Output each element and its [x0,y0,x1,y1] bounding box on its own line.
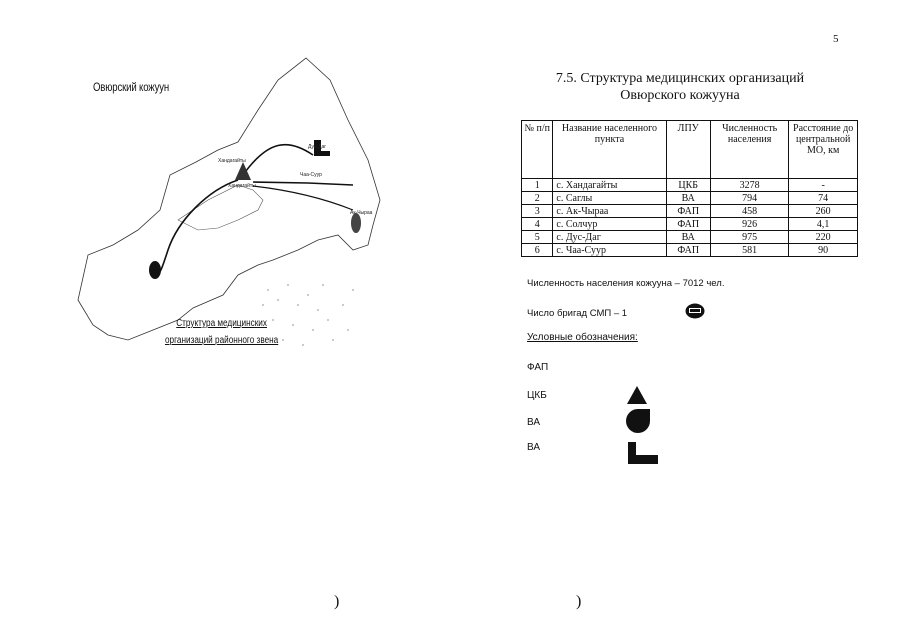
cell-num: 2 [522,192,553,205]
table-row [522,231,858,244]
route-north [243,145,313,175]
cell-name: с. Дус-Даг [553,231,666,244]
route-southeast [253,186,353,210]
map-label-hub-a: Хандагайты [218,158,246,164]
legend-title: Условные обозначения: [527,332,638,343]
legend-item-va-circle: ВА [527,417,541,428]
cell-distance: 220 [789,231,858,244]
map-graphic [68,50,388,350]
header-population: Численность населения [710,121,788,179]
map-caption [156,315,287,349]
l-shape-icon [627,441,659,465]
cell-num: 6 [522,244,553,257]
district-map [68,50,388,350]
map-label-top-right: Дус-Даг [308,144,327,150]
header-lpu: ЛПУ [666,121,710,179]
route-west [158,180,238,273]
corner-mark-left: ) [334,593,340,610]
map-caption-line2: организаций районного звена [164,335,279,346]
cell-name: с. Ак-Чыраа [553,205,666,218]
cell-name: с. Саглы [553,192,666,205]
legend-item-ckb: ЦКБ [527,390,547,401]
cell-distance: 4,1 [789,218,858,231]
cell-lpu: ВА [666,192,710,205]
map-caption-line1: Структура медицинских [176,318,267,329]
cell-population: 458 [710,205,788,218]
route-east [253,182,353,185]
header-distance: Расстояние до центральной МО, км [789,121,858,179]
cell-population: 581 [710,244,788,257]
heading-line2: Овюрского кожууна [620,88,740,103]
cell-lpu: ФАП [666,218,710,231]
triangle-icon [624,385,650,405]
table-row [522,205,858,218]
table-row [522,192,858,205]
cell-population: 975 [710,231,788,244]
cell-lpu: ВА [666,231,710,244]
header-num: № п/п [522,121,553,179]
corner-mark-right: ) [576,593,582,610]
population-note: Численность населения кожууна – 7012 чел. [527,278,725,289]
header-name: Название населенного пункта [553,121,666,179]
section-heading [515,70,845,104]
table-row [522,179,858,192]
cell-name: с. Чаа-Суур [553,244,666,257]
cell-num: 5 [522,231,553,244]
ambulance-icon [684,302,706,320]
heading-line1: 7.5. Структура медицинских организаций [555,71,805,86]
cell-distance: - [789,179,858,192]
legend-item-fap: ФАП [527,362,549,373]
cell-lpu: ЦКБ [666,179,710,192]
page-number: 5 [833,33,839,45]
table-row [522,244,858,257]
table-header-row [522,121,858,179]
cell-distance: 260 [789,205,858,218]
organizations-table [521,120,858,257]
east-marker-icon [351,213,361,233]
circle-icon [621,407,655,435]
cell-population: 794 [710,192,788,205]
hospital-triangle-icon [235,162,251,180]
map-label-center-east: Чаа-Суур [300,172,322,178]
map-label-east: Ак-Чыраа [350,210,373,216]
brigade-note: Число бригад СМП – 1 [527,308,628,319]
cell-num: 4 [522,218,553,231]
cell-lpu: ФАП [666,205,710,218]
cell-name: с. Солчур [553,218,666,231]
cell-distance: 74 [789,192,858,205]
cell-population: 926 [710,218,788,231]
cell-num: 1 [522,179,553,192]
legend-item-va-l: ВА [527,442,541,453]
va-circle-icon [149,261,161,279]
cell-name: с. Хандагайты [553,179,666,192]
cell-lpu: ФАП [666,244,710,257]
map-title: Овюрский кожуун [93,80,170,94]
table-row [522,218,858,231]
district-outline [78,58,380,340]
cell-num: 3 [522,205,553,218]
cell-distance: 90 [789,244,858,257]
cell-population: 3278 [710,179,788,192]
map-label-hub-b: Хандагайты [228,183,256,189]
region-border [178,185,263,230]
